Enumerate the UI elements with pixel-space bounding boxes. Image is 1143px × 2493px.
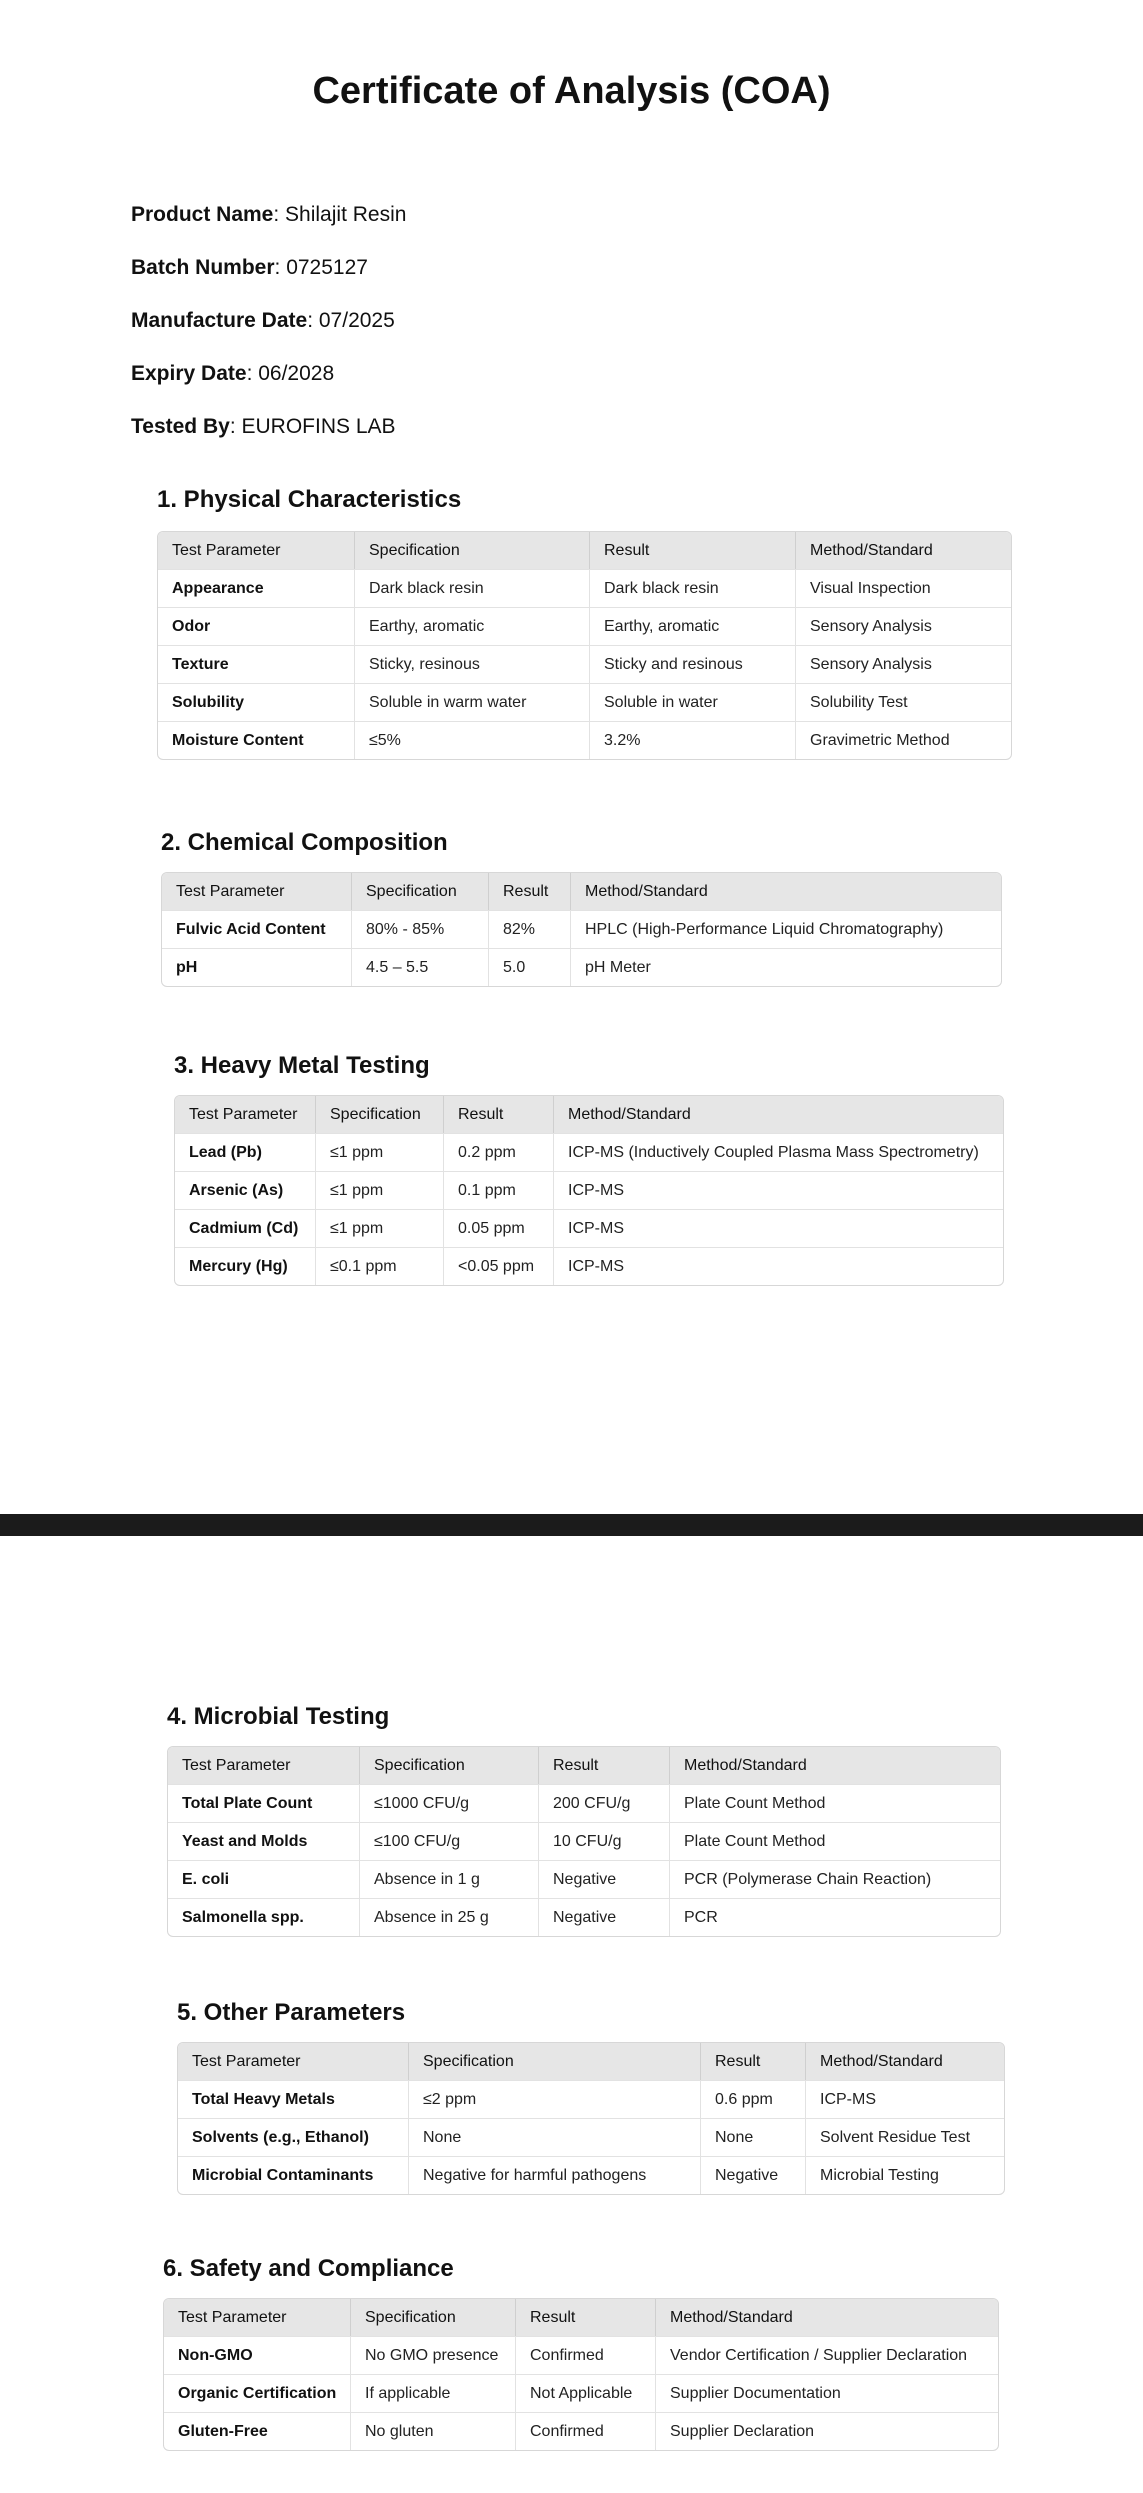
method-cell: HPLC (High-Performance Liquid Chromatography) (571, 910, 1001, 948)
column-header: Result (516, 2299, 656, 2336)
method-cell: Plate Count Method (670, 1784, 1000, 1822)
table-header-row (175, 1096, 1003, 1133)
result-cell: Negative (539, 1860, 670, 1898)
test-parameter-cell: Salmonella spp. (168, 1898, 360, 1936)
test-parameter-cell: Yeast and Molds (168, 1822, 360, 1860)
specification-cell: 80% - 85% (352, 910, 489, 948)
expiry-date-label: Expiry Date (131, 362, 247, 385)
column-header: Test Parameter (168, 1747, 360, 1784)
result-cell: Earthy, aromatic (590, 607, 796, 645)
method-cell: Vendor Certification / Supplier Declaration (656, 2336, 998, 2374)
column-header: Specification (352, 873, 489, 910)
method-cell: Plate Count Method (670, 1822, 1000, 1860)
test-parameter-cell: Solvents (e.g., Ethanol) (178, 2118, 409, 2156)
test-parameter-cell: Total Plate Count (168, 1784, 360, 1822)
table-row (175, 1209, 1003, 1247)
result-cell: 82% (489, 910, 571, 948)
table-row (175, 1247, 1003, 1285)
specification-cell: Soluble in warm water (355, 683, 590, 721)
section-title-microbial: 4. Microbial Testing (167, 1703, 390, 1730)
product-name-line (131, 203, 406, 227)
tested-by-label: Tested By (131, 415, 230, 438)
expiry-date-value: : 06/2028 (246, 362, 335, 385)
method-cell: PCR (670, 1898, 1000, 1936)
specification-cell: Absence in 1 g (360, 1860, 539, 1898)
table-row (158, 721, 1011, 759)
expiry-date-line (131, 362, 334, 386)
column-header: Test Parameter (158, 532, 355, 569)
column-header: Test Parameter (162, 873, 352, 910)
section-title-other: 5. Other Parameters (177, 1999, 406, 2026)
method-cell: pH Meter (571, 948, 1001, 986)
specification-cell: 4.5 – 5.5 (352, 948, 489, 986)
result-cell: Dark black resin (590, 569, 796, 607)
column-header: Result (489, 873, 571, 910)
safety-compliance-table (163, 2298, 999, 2451)
batch-number-value: : 0725127 (274, 256, 368, 279)
test-parameter-cell: Gluten-Free (164, 2412, 351, 2450)
specification-cell: ≤1 ppm (316, 1171, 444, 1209)
tested-by-line (131, 415, 396, 439)
table-row (175, 1171, 1003, 1209)
batch-number-label: Batch Number (131, 256, 275, 279)
specification-cell: Sticky, resinous (355, 645, 590, 683)
method-cell: ICP-MS (554, 1247, 1003, 1285)
table-row (168, 1784, 1000, 1822)
test-parameter-cell: Non-GMO (164, 2336, 351, 2374)
specification-cell: No GMO presence (351, 2336, 516, 2374)
table-row (162, 910, 1001, 948)
table-row (164, 2412, 998, 2450)
method-cell: Sensory Analysis (796, 607, 1011, 645)
specification-cell: ≤100 CFU/g (360, 1822, 539, 1860)
result-cell: Negative (701, 2156, 806, 2194)
result-cell: 10 CFU/g (539, 1822, 670, 1860)
method-cell: Visual Inspection (796, 569, 1011, 607)
table-row (164, 2374, 998, 2412)
manufacture-date-label: Manufacture Date (131, 309, 308, 332)
test-parameter-cell: Odor (158, 607, 355, 645)
table-row (168, 1898, 1000, 1936)
result-cell: Confirmed (516, 2412, 656, 2450)
method-cell: PCR (Polymerase Chain Reaction) (670, 1860, 1000, 1898)
result-cell: Negative (539, 1898, 670, 1936)
section-title-safety: 6. Safety and Compliance (163, 2255, 454, 2282)
specification-cell: If applicable (351, 2374, 516, 2412)
result-cell: 3.2% (590, 721, 796, 759)
table-row (158, 607, 1011, 645)
column-header: Result (701, 2043, 806, 2080)
tested-by-value: : EUROFINS LAB (229, 415, 396, 438)
test-parameter-cell: Lead (Pb) (175, 1133, 316, 1171)
column-header: Method/Standard (554, 1096, 1003, 1133)
column-header: Result (590, 532, 796, 569)
physical-characteristics-table (157, 531, 1012, 760)
product-name-value: : Shilajit Resin (273, 203, 407, 226)
test-parameter-cell: E. coli (168, 1860, 360, 1898)
column-header: Specification (409, 2043, 701, 2080)
specification-cell: No gluten (351, 2412, 516, 2450)
table-header-row (178, 2043, 1004, 2080)
table-header-row (164, 2299, 998, 2336)
column-header: Specification (355, 532, 590, 569)
result-cell: None (701, 2118, 806, 2156)
specification-cell: ≤2 ppm (409, 2080, 701, 2118)
specification-cell: ≤1 ppm (316, 1133, 444, 1171)
test-parameter-cell: Organic Certification (164, 2374, 351, 2412)
result-cell: 0.6 ppm (701, 2080, 806, 2118)
result-cell: <0.05 ppm (444, 1247, 554, 1285)
specification-cell: ≤0.1 ppm (316, 1247, 444, 1285)
section-title-chemical: 2. Chemical Composition (161, 829, 448, 856)
test-parameter-cell: Texture (158, 645, 355, 683)
method-cell: Supplier Declaration (656, 2412, 998, 2450)
test-parameter-cell: Cadmium (Cd) (175, 1209, 316, 1247)
batch-number-line (131, 256, 368, 280)
column-header: Method/Standard (670, 1747, 1000, 1784)
table-row (175, 1133, 1003, 1171)
other-parameters-table (177, 2042, 1005, 2195)
test-parameter-cell: Mercury (Hg) (175, 1247, 316, 1285)
test-parameter-cell: Total Heavy Metals (178, 2080, 409, 2118)
table-row (178, 2118, 1004, 2156)
method-cell: Supplier Documentation (656, 2374, 998, 2412)
specification-cell: ≤1 ppm (316, 1209, 444, 1247)
section-title-heavy-metal: 3. Heavy Metal Testing (174, 1052, 430, 1079)
method-cell: Gravimetric Method (796, 721, 1011, 759)
microbial-testing-table (167, 1746, 1001, 1937)
specification-cell: ≤1000 CFU/g (360, 1784, 539, 1822)
specification-cell: Negative for harmful pathogens (409, 2156, 701, 2194)
table-row (158, 569, 1011, 607)
table-row (162, 948, 1001, 986)
result-cell: 0.05 ppm (444, 1209, 554, 1247)
column-header: Specification (360, 1747, 539, 1784)
column-header: Result (539, 1747, 670, 1784)
test-parameter-cell: Appearance (158, 569, 355, 607)
table-row (178, 2080, 1004, 2118)
table-row (158, 683, 1011, 721)
result-cell: 5.0 (489, 948, 571, 986)
column-header: Method/Standard (571, 873, 1001, 910)
result-cell: Soluble in water (590, 683, 796, 721)
result-cell: Sticky and resinous (590, 645, 796, 683)
specification-cell: Dark black resin (355, 569, 590, 607)
test-parameter-cell: Microbial Contaminants (178, 2156, 409, 2194)
product-name-label: Product Name (131, 203, 274, 226)
method-cell: ICP-MS (554, 1209, 1003, 1247)
manufacture-date-line (131, 309, 395, 333)
column-header: Test Parameter (178, 2043, 409, 2080)
result-cell: Confirmed (516, 2336, 656, 2374)
document-title: Certificate of Analysis (COA) (312, 70, 831, 112)
result-cell: 200 CFU/g (539, 1784, 670, 1822)
result-cell: 0.1 ppm (444, 1171, 554, 1209)
column-header: Method/Standard (806, 2043, 1004, 2080)
method-cell: Sensory Analysis (796, 645, 1011, 683)
table-header-row (162, 873, 1001, 910)
manufacture-date-value: : 07/2025 (307, 309, 395, 332)
result-cell: 0.2 ppm (444, 1133, 554, 1171)
method-cell: ICP-MS (554, 1171, 1003, 1209)
chemical-composition-table (161, 872, 1002, 987)
column-header: Test Parameter (175, 1096, 316, 1133)
column-header: Method/Standard (796, 532, 1011, 569)
section-title-physical: 1. Physical Characteristics (157, 486, 462, 513)
method-cell: Solubility Test (796, 683, 1011, 721)
specification-cell: None (409, 2118, 701, 2156)
table-row (168, 1822, 1000, 1860)
method-cell: Microbial Testing (806, 2156, 1004, 2194)
column-header: Specification (351, 2299, 516, 2336)
method-cell: ICP-MS (Inductively Coupled Plasma Mass Spectrometry) (554, 1133, 1003, 1171)
method-cell: ICP-MS (806, 2080, 1004, 2118)
test-parameter-cell: Solubility (158, 683, 355, 721)
table-row (164, 2336, 998, 2374)
table-header-row (158, 532, 1011, 569)
page-break-divider (0, 1514, 1143, 1536)
specification-cell: ≤5% (355, 721, 590, 759)
test-parameter-cell: pH (162, 948, 352, 986)
table-header-row (168, 1747, 1000, 1784)
result-cell: Not Applicable (516, 2374, 656, 2412)
method-cell: Solvent Residue Test (806, 2118, 1004, 2156)
test-parameter-cell: Fulvic Acid Content (162, 910, 352, 948)
table-row (158, 645, 1011, 683)
specification-cell: Earthy, aromatic (355, 607, 590, 645)
test-parameter-cell: Moisture Content (158, 721, 355, 759)
specification-cell: Absence in 25 g (360, 1898, 539, 1936)
heavy-metal-testing-table (174, 1095, 1004, 1286)
table-row (168, 1860, 1000, 1898)
column-header: Specification (316, 1096, 444, 1133)
table-row (178, 2156, 1004, 2194)
test-parameter-cell: Arsenic (As) (175, 1171, 316, 1209)
column-header: Method/Standard (656, 2299, 998, 2336)
column-header: Test Parameter (164, 2299, 351, 2336)
column-header: Result (444, 1096, 554, 1133)
